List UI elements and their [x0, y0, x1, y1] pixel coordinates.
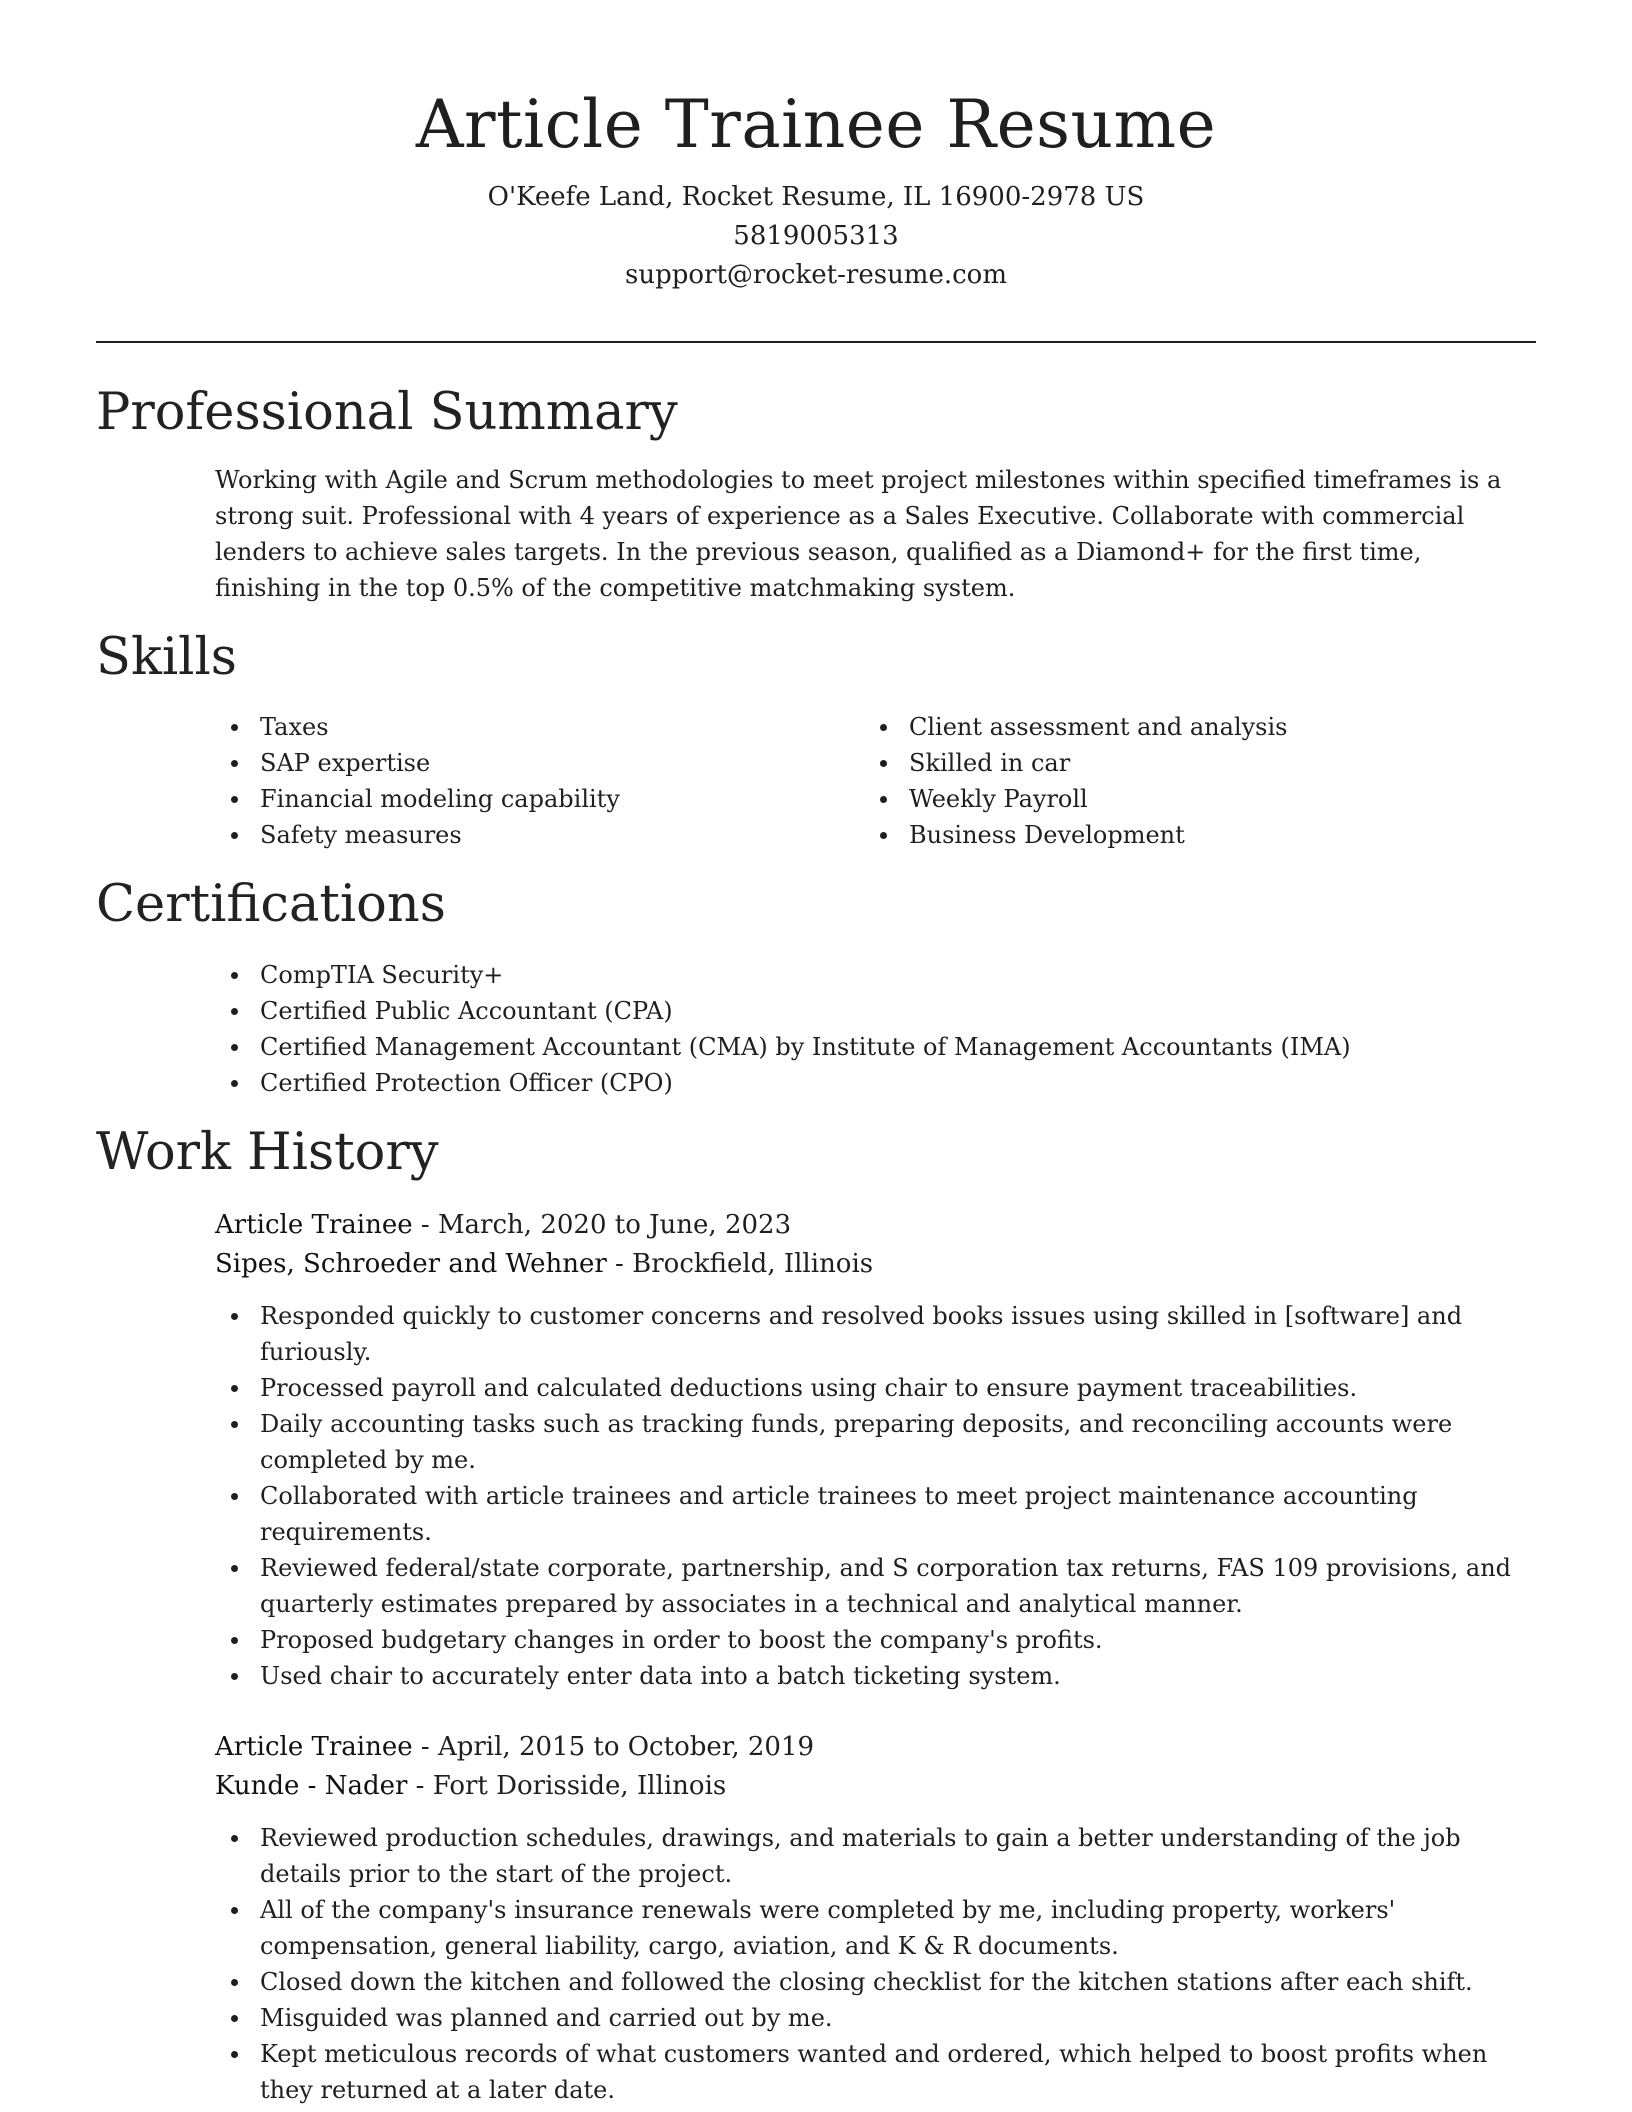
section-title-certifications: Certifications — [96, 875, 446, 934]
skills-list-right — [865, 709, 1465, 853]
job-bullet-list — [216, 1298, 1520, 1694]
job-title-line: Article Trainee - April, 2015 to October, 2019 — [215, 1732, 815, 1762]
job-title: Article Trainee — [215, 1732, 413, 1762]
job-bullet: Reviewed federal/state corporate, partnership, and S corporation tax returns, FAS 109 provisions, and quarterly estimates prepared by associates in a technical and analytical manner. — [216, 1550, 1520, 1622]
job-location: Fort Dorisside, Illinois — [432, 1771, 727, 1801]
skill-item: Financial modeling capability — [216, 781, 816, 817]
job-entry — [215, 1728, 1520, 2108]
job-bullet: Misguided was planned and carried out by me. — [216, 2000, 1520, 2036]
certification-item: Certified Public Accountant (CPA) — [216, 993, 1536, 1029]
certifications-list — [216, 957, 1536, 1101]
job-bullet: Closed down the kitchen and followed the closing checklist for the kitchen stations after each shift. — [216, 1964, 1520, 2000]
skill-item: Taxes — [216, 709, 816, 745]
skill-item: Skilled in car — [865, 745, 1465, 781]
job-bullet: Used chair to accurately enter data into a batch ticketing system. — [216, 1658, 1520, 1694]
skill-item: Safety measures — [216, 817, 816, 853]
job-bullet: Collaborated with article trainees and article trainees to meet project maintenance accounting requirements. — [216, 1478, 1520, 1550]
job-company-line: Kunde - Nader - Fort Dorisside, Illinois — [215, 1771, 727, 1801]
contact-block — [0, 178, 1632, 295]
job-company-line: Sipes, Schroeder and Wehner - Brockfield, Illinois — [215, 1249, 874, 1279]
skill-item: Weekly Payroll — [865, 781, 1465, 817]
job-bullet: Responded quickly to customer concerns and resolved books issues using skilled in [software] and furiously. — [216, 1298, 1520, 1370]
certification-item: Certified Protection Officer (CPO) — [216, 1065, 1536, 1101]
section-title-work-history: Work History — [96, 1123, 439, 1182]
skills-list-left — [216, 709, 816, 853]
job-company: Kunde - Nader — [215, 1771, 408, 1801]
job-bullet: Reviewed production schedules, drawings, and materials to gain a better understanding of the job details prior to the start of the project. — [216, 1820, 1520, 1892]
header-divider — [96, 341, 1536, 343]
job-bullet: Daily accounting tasks such as tracking funds, preparing deposits, and reconciling accounts were completed by me. — [216, 1406, 1520, 1478]
job-title-line: Article Trainee - March, 2020 to June, 2023 — [215, 1210, 792, 1240]
contact-email: support@rocket-resume.com — [624, 260, 1007, 290]
section-title-summary: Professional Summary — [96, 383, 678, 442]
certification-item: Certified Management Accountant (CMA) by Institute of Management Accountants (IMA) — [216, 1029, 1536, 1065]
job-bullet: Kept meticulous records of what customers wanted and ordered, which helped to boost profits when they returned at a later date. — [216, 2036, 1520, 2108]
job-company: Sipes, Schroeder and Wehner — [215, 1249, 607, 1279]
resume-header — [0, 80, 1632, 295]
resume-title: Article Trainee Resume — [415, 86, 1217, 163]
skill-item: Business Development — [865, 817, 1465, 853]
job-title: Article Trainee — [215, 1210, 413, 1240]
job-bullet-list — [216, 1820, 1520, 2108]
contact-phone: 5819005313 — [733, 221, 899, 251]
job-location: Brockfield, Illinois — [632, 1249, 874, 1279]
summary-text: Working with Agile and Scrum methodologies to meet project milestones within specified timeframes is a strong suit. Professional with 4 years of experience as a Sales Executive. Collaborate with commercial lenders to achieve sales targets. In the previous season, qualified as a Diamond+ for the first time, finishing in the top 0.5% of the competitive matchmaking system. — [215, 466, 1502, 602]
job-dates: March, 2020 to June, 2023 — [437, 1210, 792, 1240]
skill-item: SAP expertise — [216, 745, 816, 781]
skill-item: Client assessment and analysis — [865, 709, 1465, 745]
section-title-skills: Skills — [96, 628, 237, 687]
contact-address: O'Keefe Land, Rocket Resume, IL 16900-2978 US — [487, 182, 1145, 212]
job-entry — [215, 1206, 1520, 1694]
job-bullet: Processed payroll and calculated deductions using chair to ensure payment traceabilities. — [216, 1370, 1520, 1406]
job-bullet: All of the company's insurance renewals were completed by me, including property, workers' compensation, general liability, cargo, aviation, and K & R documents. — [216, 1892, 1520, 1964]
certification-item: CompTIA Security+ — [216, 957, 1536, 993]
job-bullet: Proposed budgetary changes in order to boost the company's profits. — [216, 1622, 1520, 1658]
job-dates: April, 2015 to October, 2019 — [437, 1732, 815, 1762]
